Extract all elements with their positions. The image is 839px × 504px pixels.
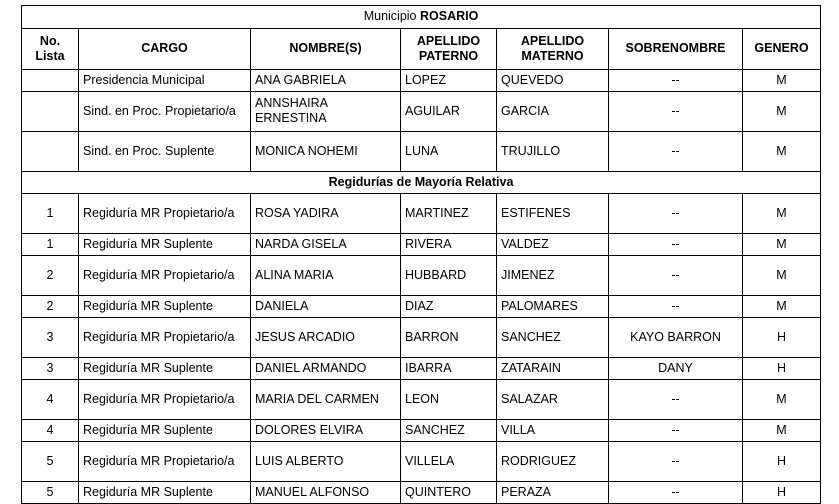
- cell-genero: H: [743, 318, 821, 358]
- cell-no-lista: [22, 132, 79, 172]
- cell-nombres: DOLORES ELVIRA: [251, 420, 401, 442]
- cell-no-lista: 4: [22, 380, 79, 420]
- cell-no-lista: 2: [22, 256, 79, 296]
- cell-apellido-materno: SANCHEZ: [497, 318, 609, 358]
- title-row: [22, 6, 821, 29]
- cell-apellido-materno: ZATARAIN: [497, 358, 609, 380]
- cell-cargo: Regiduría MR Propietario/a: [79, 256, 251, 296]
- cell-no-lista: 2: [22, 296, 79, 318]
- cell-apellido-paterno: HUBBARD: [401, 256, 497, 296]
- cell-apellido-paterno: SANCHEZ: [401, 420, 497, 442]
- cell-apellido-paterno: QUINTERO: [401, 482, 497, 504]
- column-header-row: [22, 29, 821, 70]
- cell-no-lista: 5: [22, 442, 79, 482]
- cell-apellido-paterno: BARRON: [401, 318, 497, 358]
- cell-apellido-paterno: DIAZ: [401, 296, 497, 318]
- municipality-title: [22, 6, 821, 29]
- cell-apellido-materno: VILLA: [497, 420, 609, 442]
- title-municipality-name: ROSARIO: [419, 9, 479, 23]
- cell-no-lista: 4: [22, 420, 79, 442]
- cell-genero: M: [743, 70, 821, 92]
- candidates-table: [21, 5, 821, 504]
- cell-genero: M: [743, 420, 821, 442]
- cell-nombres: DANIELA: [251, 296, 401, 318]
- column-header-genero: GENERO: [743, 29, 821, 70]
- cell-nombres: ALINA MARIA: [251, 256, 401, 296]
- cell-apellido-paterno: MARTINEZ: [401, 194, 497, 234]
- cell-apellido-materno: ESTIFENES: [497, 194, 609, 234]
- cell-sobrenombre: --: [609, 194, 743, 234]
- cell-apellido-materno: TRUJILLO: [497, 132, 609, 172]
- table-row: [22, 92, 821, 132]
- cell-apellido-paterno: IBARRA: [401, 358, 497, 380]
- column-header-cargo: CARGO: [79, 29, 251, 70]
- cell-apellido-materno: JIMENEZ: [497, 256, 609, 296]
- cell-apellido-materno: PERAZA: [497, 482, 609, 504]
- cell-apellido-paterno: AGUILAR: [401, 92, 497, 132]
- cell-sobrenombre: --: [609, 132, 743, 172]
- table-body: [22, 6, 821, 504]
- cell-nombres: ANA GABRIELA: [251, 70, 401, 92]
- cell-sobrenombre: --: [609, 70, 743, 92]
- column-header-nombres: NOMBRE(S): [251, 29, 401, 70]
- cell-genero: M: [743, 234, 821, 256]
- cell-genero: H: [743, 482, 821, 504]
- header-line1: No.: [39, 33, 61, 48]
- header-line2: Lista: [35, 48, 65, 63]
- column-header-sobrenombre: SOBRENOMBRE: [609, 29, 743, 70]
- cell-nombres: ANNSHAIRA ERNESTINA: [251, 92, 401, 132]
- cell-apellido-materno: GARCIA: [497, 92, 609, 132]
- cell-genero: H: [743, 442, 821, 482]
- cell-sobrenombre: --: [609, 442, 743, 482]
- table-row: [22, 256, 821, 296]
- table-row: [22, 70, 821, 92]
- column-header-no-lista: [22, 29, 79, 70]
- section-header-row: [22, 172, 821, 194]
- header-line1: APELLIDO: [520, 33, 585, 48]
- cell-apellido-materno: VALDEZ: [497, 234, 609, 256]
- cell-apellido-paterno: LOPEZ: [401, 70, 497, 92]
- cell-nombres: ROSA YADIRA: [251, 194, 401, 234]
- cell-no-lista: [22, 92, 79, 132]
- cell-no-lista: [22, 70, 79, 92]
- cell-sobrenombre: --: [609, 234, 743, 256]
- cell-genero: M: [743, 380, 821, 420]
- section-header-label: Regidurías de Mayoría Relativa: [22, 172, 821, 194]
- cell-genero: M: [743, 194, 821, 234]
- cell-nombres: NARDA GISELA: [251, 234, 401, 256]
- cell-cargo: Regiduría MR Propietario/a: [79, 318, 251, 358]
- cell-nombres: MARIA DEL CARMEN: [251, 380, 401, 420]
- cell-nombres: JESUS ARCADIO: [251, 318, 401, 358]
- cell-nombres: MANUEL ALFONSO: [251, 482, 401, 504]
- cell-no-lista: 1: [22, 234, 79, 256]
- table-row: [22, 420, 821, 442]
- cell-no-lista: 1: [22, 194, 79, 234]
- cell-cargo: Sind. en Proc. Propietario/a: [79, 92, 251, 132]
- cell-sobrenombre: --: [609, 256, 743, 296]
- table-row: [22, 132, 821, 172]
- cell-apellido-materno: SALAZAR: [497, 380, 609, 420]
- cell-cargo: Regiduría MR Suplente: [79, 296, 251, 318]
- cell-genero: M: [743, 296, 821, 318]
- cell-apellido-paterno: LEON: [401, 380, 497, 420]
- cell-sobrenombre: KAYO BARRON: [609, 318, 743, 358]
- column-header-apellido-materno: [497, 29, 609, 70]
- cell-cargo: Regiduría MR Suplente: [79, 234, 251, 256]
- cell-apellido-materno: PALOMARES: [497, 296, 609, 318]
- table-row: [22, 380, 821, 420]
- cell-genero: H: [743, 358, 821, 380]
- cell-nombres: LUIS ALBERTO: [251, 442, 401, 482]
- table-row: [22, 442, 821, 482]
- cell-no-lista: 5: [22, 482, 79, 504]
- cell-cargo: Regiduría MR Suplente: [79, 482, 251, 504]
- cell-apellido-paterno: LUNA: [401, 132, 497, 172]
- cell-sobrenombre: DANY: [609, 358, 743, 380]
- header-line2: PATERNO: [418, 48, 479, 63]
- cell-nombres: MONICA NOHEMI: [251, 132, 401, 172]
- table-row: [22, 358, 821, 380]
- cell-cargo: Regiduría MR Suplente: [79, 358, 251, 380]
- title-prefix: Municipio: [363, 9, 420, 23]
- cell-apellido-paterno: RIVERA: [401, 234, 497, 256]
- cell-apellido-materno: RODRIGUEZ: [497, 442, 609, 482]
- cell-sobrenombre: --: [609, 296, 743, 318]
- column-header-apellido-paterno: [401, 29, 497, 70]
- cell-sobrenombre: --: [609, 482, 743, 504]
- cell-cargo: Sind. en Proc. Suplente: [79, 132, 251, 172]
- cell-sobrenombre: --: [609, 420, 743, 442]
- table-row: [22, 194, 821, 234]
- cell-cargo: Presidencia Municipal: [79, 70, 251, 92]
- cell-cargo: Regiduría MR Propietario/a: [79, 380, 251, 420]
- cell-no-lista: 3: [22, 318, 79, 358]
- cell-cargo: Regiduría MR Propietario/a: [79, 442, 251, 482]
- cell-no-lista: 3: [22, 358, 79, 380]
- cell-apellido-paterno: VILLELA: [401, 442, 497, 482]
- table-row: [22, 318, 821, 358]
- table-row: [22, 234, 821, 256]
- cell-apellido-materno: QUEVEDO: [497, 70, 609, 92]
- cell-nombres: DANIEL ARMANDO: [251, 358, 401, 380]
- cell-sobrenombre: --: [609, 92, 743, 132]
- table-row: [22, 482, 821, 504]
- header-line2: MATERNO: [521, 48, 584, 63]
- cell-genero: M: [743, 132, 821, 172]
- table-row: [22, 296, 821, 318]
- header-line1: APELLIDO: [416, 33, 481, 48]
- cell-cargo: Regiduría MR Suplente: [79, 420, 251, 442]
- cell-sobrenombre: --: [609, 380, 743, 420]
- cell-cargo: Regiduría MR Propietario/a: [79, 194, 251, 234]
- cell-genero: M: [743, 256, 821, 296]
- cell-genero: M: [743, 92, 821, 132]
